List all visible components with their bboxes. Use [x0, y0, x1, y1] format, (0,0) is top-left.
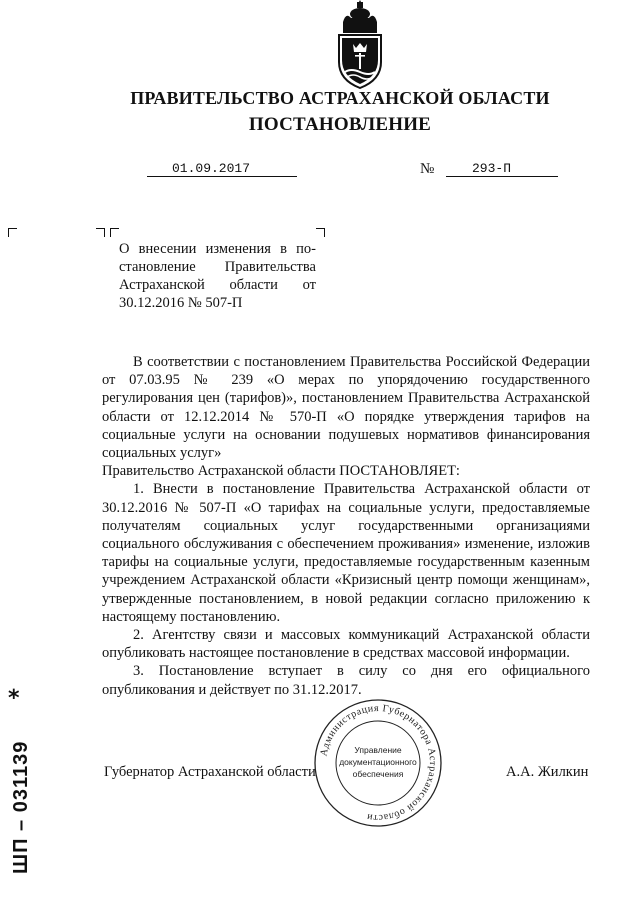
subject-block: [119, 240, 316, 312]
subject-line: О внесении изменения в по-: [119, 241, 316, 257]
document-body: [102, 353, 590, 699]
document-number: 293-П: [472, 161, 512, 176]
corner-mark-mid-left: [110, 228, 119, 237]
corner-mark-right: [316, 228, 325, 237]
resolves-line: Правительство Астраханской области ПОСТАНОВЛЯЕТ:: [102, 463, 460, 480]
stamp-line-2: документационного: [339, 757, 417, 767]
signatory-name: А.А. Жилкин: [506, 764, 589, 780]
document-type-title: ПОСТАНОВЛЕНИЕ: [248, 114, 432, 135]
subject-line: Астраханской области от: [119, 277, 316, 293]
number-sign: №: [420, 161, 435, 177]
item-3-paragraph: 3. Постановление вступает в силу со дня его официального опубликования и действует по 31.12.2017.: [102, 663, 590, 698]
official-stamp: [312, 697, 444, 829]
stamp-line-1: Управление: [354, 745, 402, 755]
document-date: 01.09.2017: [172, 161, 251, 176]
subject-line: становление Правительства: [119, 259, 316, 275]
serial-number-sidebar: [6, 714, 36, 874]
government-title: ПРАВИТЕЛЬСТВО АСТРАХАНСКОЙ ОБЛАСТИ: [130, 88, 550, 108]
serial-star-mark: *: [8, 686, 20, 711]
coat-of-arms-emblem: [329, 0, 391, 92]
stamp-line-3: обеспечения: [352, 769, 404, 779]
stamp-ring-text: Администрация Губернатора Астраханской области: [318, 702, 439, 824]
item-1-paragraph: 1. Внести в постановление Правительства Астраханской области от 30.12.2016 № 507-П «О тарифах на социальные услуги, предоставляемые получателям социальных услуг государственными организациями социального обслуживания с обеспечением проживания» изменение, изложив тарифы на социальные услуги, предоставляемые государственным казенным учреждением Астраханской области «Кризисный центр помощи женщинам», утвержденные постановлением, в новой редакции согласно приложению к настоящему постановлению.: [102, 481, 590, 625]
corner-mark-left: [8, 228, 17, 237]
signatory-position: Губернатор Астраханской области: [104, 764, 316, 780]
preamble-paragraph: В соответствии с постановлением Правительства Российской Федерации от 07.03.95 № 239 «О мерах по упорядочению государственного регулирования цен (тарифов)», постановлением Правительства Астраханской области от 12.12.2014 № 570-П «О порядке утверждения тарифов на социальные услуги на основании подушевых нормативов финансирования социальных услуг»: [102, 354, 590, 462]
subject-line: 30.12.2016 № 507-П: [119, 295, 243, 311]
item-2-paragraph: 2. Агентству связи и массовых коммуникаций Астраханской области опубликовать настоящее постановление в средствах массовой информации.: [102, 627, 590, 662]
serial-number: ШП – 031139: [10, 740, 32, 874]
corner-mark-mid-right: [96, 228, 105, 237]
